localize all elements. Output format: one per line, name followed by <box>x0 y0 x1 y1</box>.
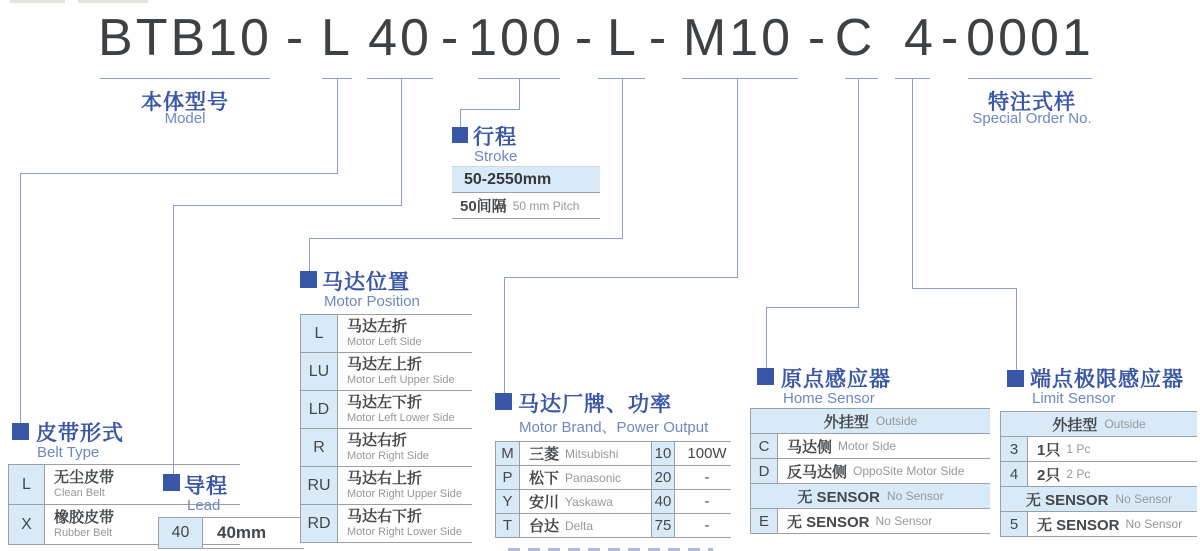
stroke-pitch-row <box>452 193 600 219</box>
lead-title-zh: 导程 <box>184 475 228 498</box>
home-sensor-table <box>750 408 990 534</box>
power-code-cell: 10 <box>651 442 675 465</box>
motor-brand-title-en: Motor Brand、Power Output <box>519 419 709 436</box>
motor-brand-title-zh: 马达厂牌、功率 <box>518 393 672 416</box>
belt-type-title-en: Belt Type <box>37 444 100 461</box>
connector-home-sensor <box>766 307 859 308</box>
connector-lead <box>401 79 402 205</box>
connector-stroke <box>460 109 461 128</box>
code-cell: C <box>750 434 778 458</box>
connector-motor-brand <box>504 277 505 394</box>
code-cell: RU <box>300 467 338 504</box>
power-cell: - <box>704 469 710 486</box>
code-segment-lead: 40 <box>368 9 432 67</box>
desc-zh: 橡胶皮带 <box>54 509 115 527</box>
code-segment-motor-brand: M10 <box>682 9 794 67</box>
segment-underline <box>100 78 270 79</box>
lead-title-en: Lead <box>187 497 221 514</box>
subheader-cell <box>1000 487 1197 511</box>
code-cell: X <box>8 505 45 544</box>
table-row <box>750 459 990 484</box>
limit-sensor-title-en: Limit Sensor <box>1032 390 1116 407</box>
code-cell: 3 <box>1000 437 1028 461</box>
code-cell: M <box>495 442 520 465</box>
section-bullet-icon <box>12 423 29 440</box>
desc-zh: 马达左下折 <box>347 394 423 412</box>
desc-cell <box>338 429 472 466</box>
table-row <box>495 442 731 466</box>
limit-sensor-title-zh: 端点极限感应器 <box>1030 368 1184 391</box>
desc-en: Motor Side <box>838 439 897 453</box>
desc-en: Motor Right Side <box>347 450 429 463</box>
connector-motor-position <box>309 238 623 239</box>
subheader-cell <box>750 409 990 433</box>
desc-zh: 2只 <box>1037 466 1061 484</box>
desc-zh: 无 SENSOR <box>787 513 870 531</box>
table-row <box>300 505 472 543</box>
subheader-en: Outside <box>875 414 918 428</box>
motor-position-table <box>300 314 472 543</box>
section-bullet-icon <box>452 127 468 143</box>
code-cell: RD <box>300 505 338 542</box>
section-bullet-icon <box>1007 370 1024 387</box>
power-cell: - <box>704 493 710 510</box>
connector-motor-position <box>622 79 623 238</box>
code-segment-motor-position: L <box>607 9 639 67</box>
connector-motor-brand <box>504 277 738 278</box>
code-cell: 5 <box>1000 512 1028 536</box>
desc-cell <box>1028 462 1197 486</box>
brand-cell <box>520 514 651 537</box>
subheader-cell <box>1000 412 1197 436</box>
desc-zh: 无 SENSOR <box>1037 516 1120 534</box>
code-dash: - <box>440 9 462 67</box>
connector-stroke <box>460 109 520 110</box>
connector-motor-brand <box>737 79 738 277</box>
stroke-table <box>452 166 600 219</box>
cutoff-top-fragment <box>10 0 65 3</box>
connector-belt-type <box>337 79 338 173</box>
code-cell: 4 <box>1000 462 1028 486</box>
desc-zh: 反马达侧 <box>787 463 848 481</box>
connector-motor-position <box>309 238 310 272</box>
subheader-zh: 外挂型 <box>1052 416 1098 434</box>
desc-cell <box>1028 437 1197 461</box>
desc-cell <box>338 353 472 390</box>
table-row <box>300 467 472 505</box>
code-cell: P <box>495 466 520 489</box>
connector-limit-sensor <box>912 79 913 288</box>
desc-cell <box>778 434 990 458</box>
table-row <box>300 429 472 467</box>
brand-en: Panasonic <box>565 470 622 485</box>
segment-underline <box>367 78 433 79</box>
desc-en: Rubber Belt <box>54 527 113 540</box>
connector-limit-sensor <box>912 288 1017 289</box>
brand-en: Delta <box>565 518 594 533</box>
segment-underline <box>682 78 798 79</box>
home-sensor-title-zh: 原点感应器 <box>781 368 891 391</box>
code-segment-limit-sensor: 4 <box>904 9 936 67</box>
desc-zh: 马达右上折 <box>347 470 423 488</box>
segment-underline <box>845 78 878 79</box>
desc-cell <box>778 459 990 483</box>
table-subheader-row <box>750 409 990 434</box>
table-row <box>750 509 990 534</box>
table-row <box>495 466 731 490</box>
desc-zh: 马达右折 <box>347 432 408 450</box>
segment-underline <box>968 78 1092 79</box>
desc-cell <box>338 315 472 352</box>
motor-position-title-en: Motor Position <box>324 293 420 310</box>
code-dash: - <box>807 9 829 67</box>
connector-home-sensor <box>858 79 859 307</box>
subheader-zh: 无 SENSOR <box>1025 491 1109 509</box>
table-row <box>750 434 990 459</box>
code-cell: L <box>8 465 45 504</box>
code-cell: D <box>750 459 778 483</box>
desc-en: Motor Left Upper Side <box>347 374 455 387</box>
code-segment-stroke: 100 <box>468 9 564 67</box>
desc-en: 1 Pc <box>1066 442 1091 456</box>
connector-belt-type <box>20 173 338 174</box>
section-bullet-icon <box>495 393 512 410</box>
table-row <box>300 315 472 353</box>
brand-zh: 松下 <box>529 470 560 487</box>
connector-home-sensor <box>766 307 767 369</box>
code-cell: T <box>495 514 520 537</box>
brand-en: Mitsubishi <box>565 446 619 461</box>
desc-cell <box>338 391 472 428</box>
desc-zh: 无尘皮带 <box>54 469 115 487</box>
desc-en: Clean Belt <box>54 487 105 500</box>
code-cell: L <box>300 315 338 352</box>
table-row <box>300 353 472 391</box>
connector-stroke <box>519 79 520 109</box>
desc-zh: 马达侧 <box>787 438 833 456</box>
power-cell: 100W <box>687 445 727 462</box>
belt-type-title-zh: 皮带形式 <box>36 422 124 445</box>
code-cell: E <box>750 509 778 533</box>
code-segment-body: BTB10 <box>98 9 272 67</box>
stroke-title-zh: 行程 <box>473 126 517 149</box>
desc-en: Motor Right Lower Side <box>347 526 462 539</box>
connector-lead <box>173 205 174 475</box>
desc-cell <box>1028 512 1197 536</box>
limit-sensor-table <box>1000 411 1197 537</box>
brand-cell <box>520 466 651 489</box>
table-row <box>1000 462 1197 487</box>
section-bullet-icon <box>163 474 180 491</box>
code-cell: 40 <box>158 518 203 548</box>
desc-en: No Sensor <box>875 514 933 528</box>
table-row <box>300 391 472 429</box>
special-order-label-zh: 特注式样 <box>988 91 1076 114</box>
subheader-en: Outside <box>1104 417 1146 431</box>
desc-zh: 马达右下折 <box>347 508 423 526</box>
section-bullet-icon <box>300 271 317 288</box>
code-dash: - <box>574 9 596 67</box>
desc-en: Motor Left Lower Side <box>347 412 455 425</box>
model-label-zh: 本体型号 <box>141 91 229 114</box>
desc-en: 2 Pc <box>1066 467 1091 481</box>
code-segment-belt: L <box>321 9 353 67</box>
desc-cell <box>338 467 472 504</box>
connector-lead <box>173 205 402 206</box>
desc-en: OppoSite Motor Side <box>853 464 965 478</box>
table-subheader-row <box>1000 487 1197 512</box>
code-cell: LU <box>300 353 338 390</box>
power-code-cell: 75 <box>651 514 675 537</box>
special-order-label-en: Special Order No. <box>972 110 1092 127</box>
code-segment-home-sensor: C <box>834 9 876 67</box>
table-subheader-row <box>1000 412 1197 437</box>
subheader-zh: 无 SENSOR <box>797 488 880 506</box>
stroke-range-row: 50-2550mm <box>452 167 600 193</box>
table-subheader-row <box>750 484 990 509</box>
brand-zh: 安川 <box>529 494 560 511</box>
motor-brand-table <box>495 441 731 538</box>
desc-en: Motor Right Upper Side <box>347 488 462 501</box>
code-dash: - <box>940 9 962 67</box>
code-cell: R <box>300 429 338 466</box>
lead-table <box>158 517 304 549</box>
pitch-zh: 50间隔 <box>460 198 507 215</box>
power-cell: - <box>704 517 710 534</box>
connector-limit-sensor <box>1016 288 1017 371</box>
stroke-title-en: Stroke <box>474 148 518 165</box>
desc-cell <box>338 505 472 542</box>
subheader-cell <box>750 484 990 508</box>
brand-zh: 三菱 <box>529 446 560 463</box>
code-dash: - <box>285 9 307 67</box>
value-cell: 40mm <box>217 523 267 542</box>
desc-zh: 马达左折 <box>347 318 408 336</box>
table-row <box>495 514 731 538</box>
cutoff-top-fragment <box>78 0 148 3</box>
desc-en: No Sensor <box>1125 517 1183 531</box>
brand-zh: 台达 <box>529 518 560 535</box>
brand-cell <box>520 490 651 513</box>
table-row <box>495 490 731 514</box>
desc-en: Motor Left Side <box>347 336 422 349</box>
section-bullet-icon <box>757 368 774 385</box>
code-segment-special-order: 0001 <box>966 9 1094 67</box>
brand-cell <box>520 442 651 465</box>
table-row <box>1000 437 1197 462</box>
power-code-cell: 20 <box>651 466 675 489</box>
desc-zh: 马达左上折 <box>347 356 423 374</box>
home-sensor-title-en: Home Sensor <box>783 390 875 407</box>
code-cell: LD <box>300 391 338 428</box>
desc-cell <box>778 509 990 533</box>
code-dash: - <box>648 9 670 67</box>
brand-en: Yaskawa <box>565 494 613 509</box>
connector-belt-type <box>20 173 21 423</box>
subheader-en: No Sensor <box>886 489 944 503</box>
subheader-zh: 外挂型 <box>823 413 869 431</box>
power-code-cell: 40 <box>651 490 675 513</box>
code-cell: Y <box>495 490 520 513</box>
pitch-en: 50 mm Pitch <box>512 198 580 213</box>
motor-position-title-zh: 马达位置 <box>322 271 410 294</box>
table-row <box>1000 512 1197 537</box>
desc-zh: 1只 <box>1037 441 1061 459</box>
model-label-en: Model <box>164 110 206 127</box>
table-row <box>158 518 304 549</box>
subheader-en: No Sensor <box>1115 492 1173 506</box>
